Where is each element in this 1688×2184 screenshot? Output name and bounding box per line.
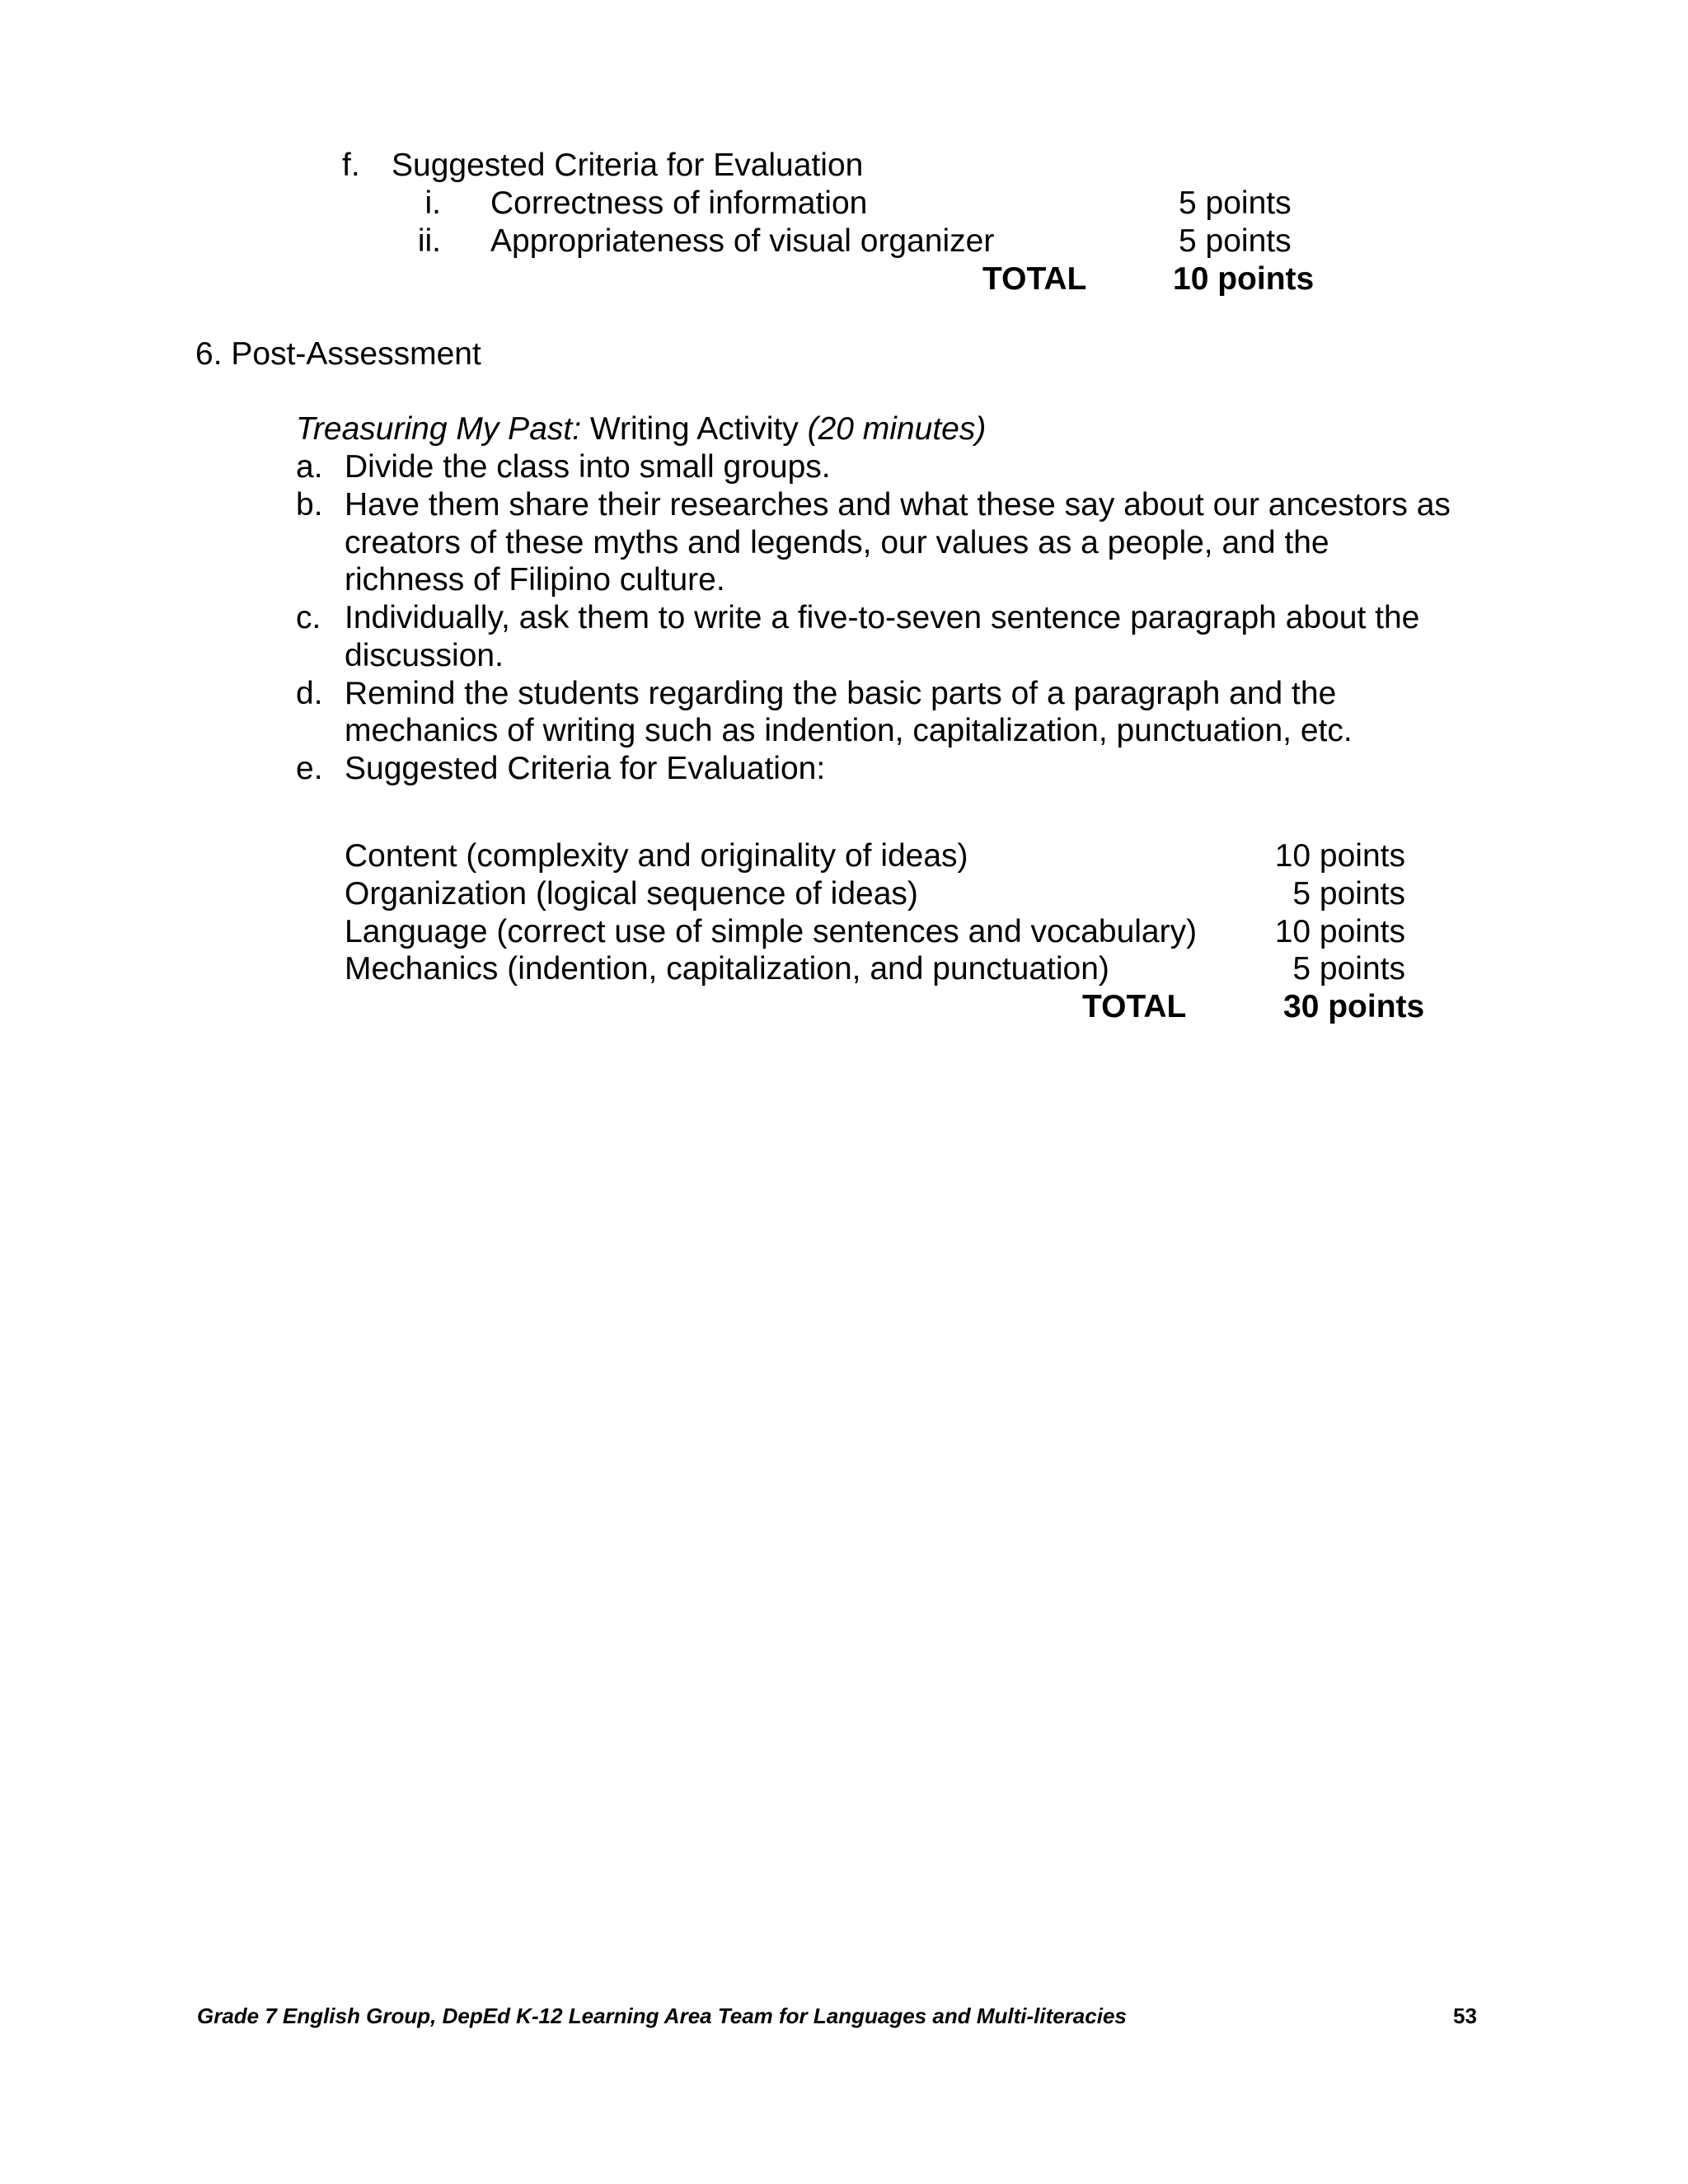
post-assessment-heading: 6. Post-Assessment: [195, 336, 481, 372]
criteria-f-item-2-points: 5 points: [1179, 223, 1292, 259]
step-a-marker: a.: [296, 449, 323, 485]
activity-duration: (20 minutes): [807, 411, 987, 447]
activity-title: [296, 410, 986, 448]
step-a-text: Divide the class into small groups.: [345, 449, 831, 485]
step-c-line-1: Individually, ask them to write a five-to-seven sentence paragraph about the: [345, 600, 1420, 635]
criteria-row-2-label: Organization (logical sequence of ideas): [345, 876, 918, 912]
step-b-line-3: richness of Filipino culture.: [345, 562, 725, 598]
page-number: 53: [1453, 2004, 1477, 2028]
activity-title-italic: Treasuring My Past:: [296, 411, 582, 447]
criteria-f-item-2-label: Appropriateness of visual organizer: [490, 223, 995, 259]
criteria-row-3-points: 10 points: [1274, 914, 1405, 949]
section-f-title: Suggested Criteria for Evaluation: [392, 148, 864, 183]
step-d-line-1: Remind the students regarding the basic parts of a paragraph and the: [345, 676, 1337, 711]
criteria-total-points: 30 points: [1283, 989, 1425, 1024]
page-footer: Grade 7 English Group, DepEd K-12 Learning Area Team for Languages and Multi-literacies: [197, 2004, 1127, 2028]
step-c-line-2: discussion.: [345, 638, 504, 673]
step-b-line-2: creators of these myths and legends, our values as a people, and the: [345, 525, 1329, 560]
step-b-marker: b.: [296, 487, 323, 523]
criteria-f-item-1-points: 5 points: [1179, 185, 1292, 221]
criteria-row-3-label: Language (correct use of simple sentences and vocabulary): [345, 914, 1198, 949]
criteria-row-4-label: Mechanics (indention, capitalization, and punctuation): [345, 951, 1109, 987]
criteria-total-label: TOTAL: [1082, 989, 1187, 1024]
step-e-marker: e.: [296, 751, 323, 786]
step-d-line-2: mechanics of writing such as indention, capitalization, punctuation, etc.: [345, 713, 1353, 748]
section-f-marker: f.: [342, 148, 360, 183]
criteria-row-1-label: Content (complexity and originality of ideas): [345, 838, 968, 874]
criteria-row-1-points: 10 points: [1274, 838, 1405, 874]
step-b-line-1: Have them share their researches and what these say about our ancestors as: [345, 487, 1451, 523]
step-d-marker: d.: [296, 676, 323, 711]
criteria-f-item-1-marker: i.: [424, 185, 441, 221]
criteria-f-item-1-label: Correctness of information: [490, 185, 868, 221]
activity-title-normal: Writing Activity: [581, 411, 808, 447]
criteria-f-item-2-marker: ii.: [417, 223, 441, 259]
criteria-f-total-label: TOTAL: [982, 261, 1087, 297]
criteria-row-2-points: 5 points: [1292, 876, 1405, 912]
criteria-f-total-points: 10 points: [1173, 261, 1315, 297]
step-c-marker: c.: [296, 600, 321, 635]
criteria-row-4-points: 5 points: [1292, 951, 1405, 987]
step-e-text: Suggested Criteria for Evaluation:: [345, 751, 826, 786]
